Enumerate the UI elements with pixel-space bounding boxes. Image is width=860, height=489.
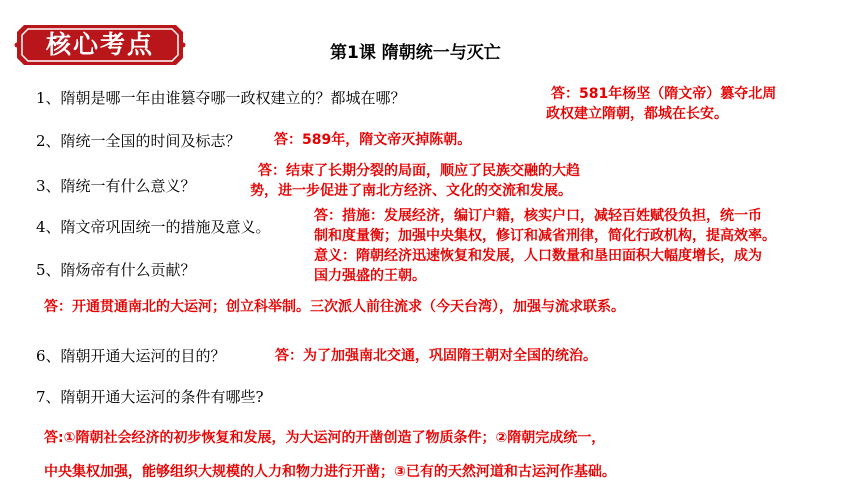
- answer-5-line-1: 答：开通贯通南北的大运河；创立科举制。三次派人前往流求（今天台湾），加强与流求联系。: [44, 299, 625, 315]
- badge-label: 核心考点: [45, 30, 154, 59]
- answer-6: [275, 346, 597, 366]
- question-4: 4、隋文帝巩固统一的措施及意义。: [36, 218, 271, 236]
- answer-1-line-2: 政权建立隋朝，都城在长安。: [546, 106, 728, 122]
- answer-5: [44, 297, 625, 317]
- answer-3: [250, 161, 580, 201]
- page-title: 第1课 隋朝统一与灭亡: [330, 43, 501, 63]
- answer-1-line-1: 答：581年杨坚（隋文帝）篡夺北周: [551, 86, 777, 102]
- answer-1: [546, 84, 777, 124]
- question-7: 7、隋朝开通大运河的条件有哪些?: [36, 388, 264, 406]
- answer-7: [44, 421, 616, 489]
- answer-3-line-1: 答：结束了长期分裂的局面，顺应了民族交融的大趋: [258, 163, 580, 179]
- question-5: 5、隋炀帝有什么贡献？: [36, 261, 196, 279]
- question-6: 6、隋朝开通大运河的目的？: [36, 347, 226, 365]
- section-badge: [14, 22, 186, 68]
- answer-7-line-2: 中央集权加强，能够组织大规模的人力和物力进行开凿；③已有的天然河道和古运河作基础。: [44, 464, 616, 480]
- question-2: 2、隋统一全国的时间及标志？: [36, 132, 241, 150]
- answer-2: [274, 130, 471, 150]
- answer-2-line-1: 答：589年，隋文帝灭掉陈朝。: [274, 132, 472, 148]
- question-3: 3、隋统一有什么意义？: [36, 177, 196, 195]
- answer-4-line-4: 国力强盛的王朝。: [314, 268, 426, 284]
- answer-6-line-1: 答：为了加强南北交通，巩固隋王朝对全国的统治。: [275, 348, 597, 364]
- answer-4-line-2: 制和度量衡；加强中央集权，修订和减省刑律，简化行政机构，提高效率。: [314, 228, 776, 244]
- answer-3-line-2: 势，进一步促进了南北方经济、文化的交流和发展。: [250, 183, 572, 199]
- answer-7-line-1: 答:①隋朝社会经济的初步恢复和发展，为大运河的开凿创造了物质条件；②隋朝完成统一，: [44, 430, 606, 446]
- answer-4-line-1: 答：措施：发展经济，编订户籍，核实户口，减轻百姓赋役负担，统一币: [314, 208, 762, 224]
- answer-4: [314, 206, 776, 286]
- answer-4-line-3: 意义：隋朝经济迅速恢复和发展，人口数量和垦田面积大幅度增长，成为: [314, 248, 762, 264]
- question-1: 1、隋朝是哪一年由谁篡夺哪一政权建立的？都城在哪？: [36, 89, 406, 107]
